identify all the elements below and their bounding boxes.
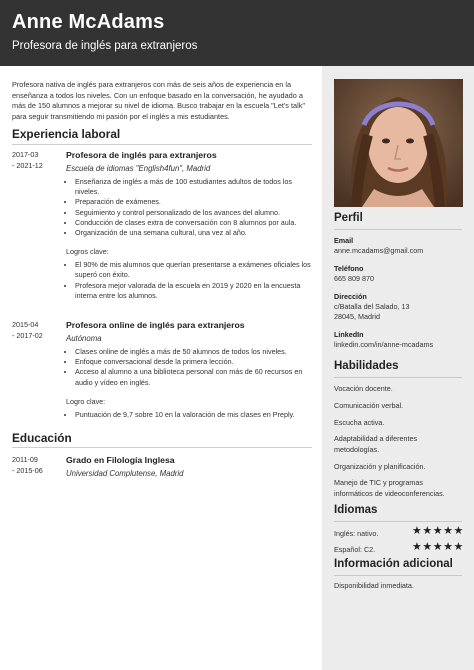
email-value[interactable]: anne.mcadams@gmail.com [334, 246, 424, 255]
email-label: Email [334, 236, 354, 245]
skill-item: Manejo de TIC y programas informáticos de videoconferencias. [334, 478, 445, 498]
job-start: 2017-03 [12, 150, 39, 159]
phone-value[interactable]: 665 809 870 [334, 274, 374, 283]
skill-item: Vocación docente. [334, 384, 393, 393]
education-heading: Educación [12, 431, 72, 445]
job-duties-list [66, 347, 312, 388]
job-company: Autónoma [66, 334, 102, 343]
experience-heading: Experiencia laboral [12, 127, 121, 141]
sidebar [322, 66, 474, 670]
skills-divider [334, 377, 462, 378]
address-line1: c/Batalla del Salado, 13 [334, 302, 410, 311]
achievements-label: Logro clave: [66, 396, 106, 406]
education-degree: Grado en Filología Inglesa [66, 455, 175, 465]
list-item: • Enseñanza de inglés a más de 100 estudiantes adultos de todos los niveles. [75, 177, 312, 197]
education-end: - 2015-06 [12, 465, 43, 475]
job-body [66, 150, 312, 301]
skill-item: Organización y planificación. [334, 462, 426, 471]
additional-heading: Información adicional [334, 558, 453, 570]
candidate-name: Anne McAdams [12, 11, 165, 33]
list-item: • Organización de una semana cultural, una vez al año. [75, 228, 312, 238]
list-item: • Enfoque conversacional desde la primera lección. [75, 357, 312, 367]
job-end: - 2021-12 [12, 160, 43, 170]
experience-divider [12, 144, 312, 145]
language-name: Español: C2. [334, 545, 376, 554]
profile-heading: Perfil [334, 212, 363, 224]
education-divider [12, 447, 312, 448]
job-role: Profesora online de inglés para extranjeros [66, 320, 245, 330]
job-duties-list [66, 177, 312, 238]
resume-header [0, 0, 474, 66]
job-dates [12, 150, 60, 171]
additional-divider [334, 575, 462, 576]
list-item: • Conducción de clases extra de conversación con 8 alumnos por aula. [75, 218, 312, 228]
list-item: • Profesora mejor valorada de la escuela en 2019 y 2020 en la encuesta interna entre los alumnos. [75, 281, 312, 301]
main-column [0, 66, 322, 670]
achievements-list [66, 410, 312, 420]
job-end: - 2017-02 [12, 330, 43, 340]
address-label: Dirección [334, 292, 367, 301]
languages-divider [334, 521, 462, 522]
languages-heading: Idiomas [334, 504, 378, 516]
job-company: Escuela de idiomas "English4fun", Madrid [66, 164, 211, 173]
portrait-illustration [334, 79, 463, 207]
skill-item: Adaptabilidad a diferentes metodologías. [334, 434, 418, 454]
summary-text: Profesora nativa de inglés para extranjeros con más de seis años de experiencia en la enseñanza a todos los niveles. Con un enfoque basado en la conversación, he ayudado a más de 150 alumnos a mejorar su nivel de idioma. Busco trabajar en la escuela "Let's talk" para seguir transmitiendo mi pasión por el inglés a mis estudiantes. [12, 80, 305, 121]
achievements-label: Logros clave: [66, 247, 109, 257]
linkedin-link[interactable]: linkedin.com/in/anne-mcadams [334, 340, 434, 349]
list-item: • Acceso al alumno a una biblioteca personal con más de 60 recursos en audio y vídeo en inglés. [75, 367, 312, 387]
star-icon-rating: ★★★★★ [412, 525, 464, 537]
additional-text: Disponibilidad inmediata. [334, 581, 414, 590]
skill-item: Escucha activa. [334, 418, 385, 427]
linkedin-label: LinkedIn [334, 330, 364, 339]
education-body [66, 455, 312, 479]
education-start: 2011-09 [12, 455, 38, 464]
list-item: • Puntuación de 9,7 sobre 10 en la valoración de mis clases en Preply. [75, 410, 312, 420]
star-icon-rating: ★★★★★ [412, 541, 464, 553]
phone-label: Teléfono [334, 264, 364, 273]
job-start: 2015-04 [12, 320, 39, 329]
language-name: Inglés: nativo. [334, 529, 379, 538]
achievements-list [66, 260, 312, 301]
list-item: • Preparación de exámenes. [75, 197, 312, 207]
profile-photo [334, 79, 463, 207]
address-line2: 28045, Madrid [334, 312, 380, 321]
job-role: Profesora de inglés para extranjeros [66, 150, 217, 160]
education-dates [12, 455, 60, 476]
list-item: • El 90% de mis alumnos que querían presentarse a exámenes oficiales los superó con éxito. [75, 260, 312, 280]
skills-heading: Habilidades [334, 360, 399, 372]
job-body [66, 320, 312, 420]
list-item: • Clases online de inglés a más de 50 alumnos de todos los niveles. [75, 347, 312, 357]
list-item: • Seguimiento y control personalizado de los avances del alumno. [75, 208, 312, 218]
candidate-title: Profesora de inglés para extranjeros [12, 40, 198, 52]
education-school: Universidad Complutense, Madrid [66, 469, 184, 478]
job-dates [12, 320, 60, 341]
profile-divider [334, 229, 462, 230]
skill-item: Comunicación verbal. [334, 401, 404, 410]
